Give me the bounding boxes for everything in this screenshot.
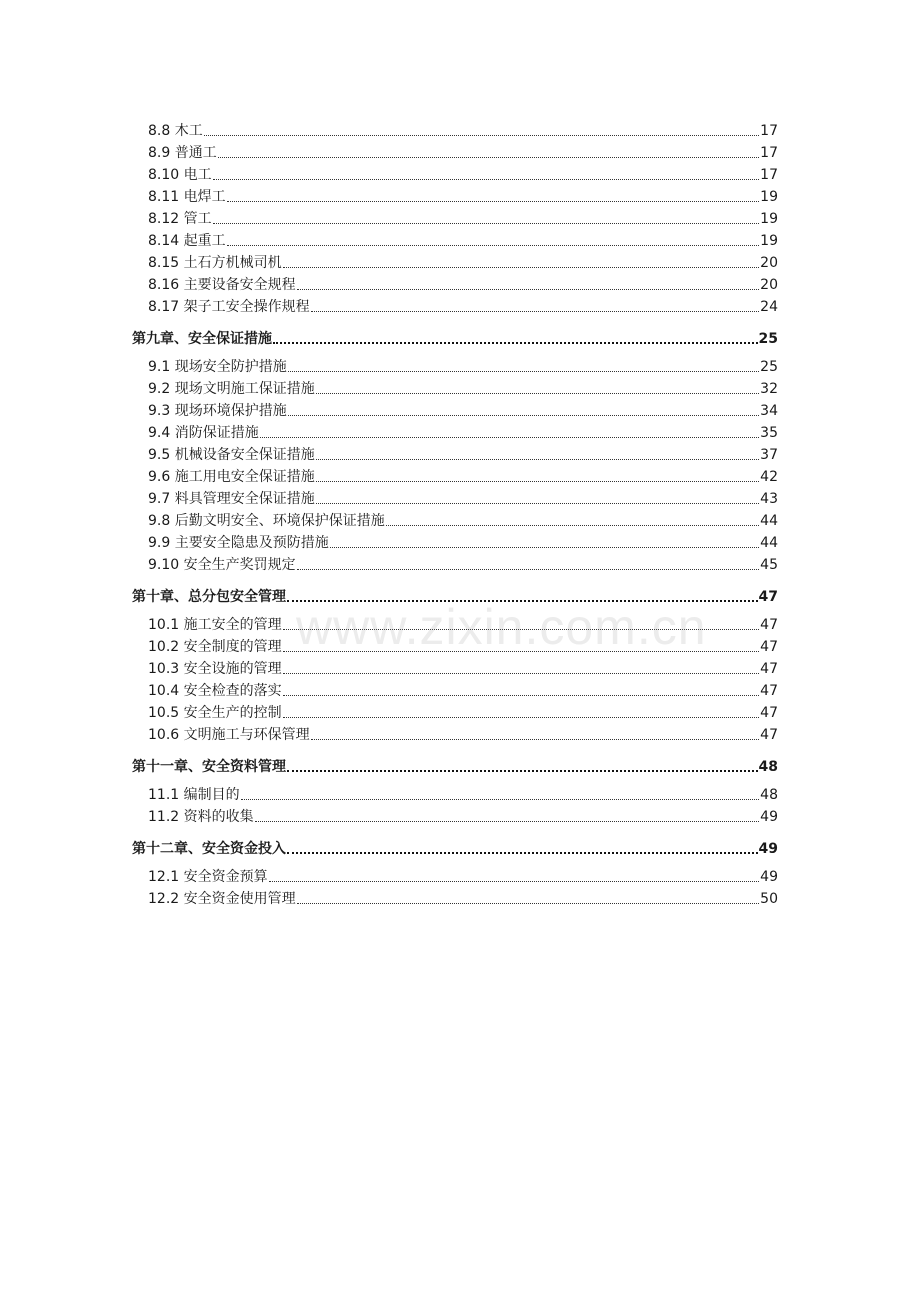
dot-leader (283, 629, 760, 630)
toc-entry-title: 11.1 编制目的 (148, 787, 240, 803)
toc-entry-title: 12.2 安全资金使用管理 (148, 891, 296, 907)
toc-entry[interactable] (132, 678, 778, 700)
toc-entry-title: 8.10 电工 (148, 167, 212, 183)
toc-entry-title: 8.8 木工 (148, 123, 203, 139)
dot-leader (287, 852, 758, 854)
toc-page-number: 47 (760, 617, 778, 633)
dot-leader (288, 371, 759, 372)
watermark: www.zixin.com.cn (296, 599, 707, 655)
toc-page-number: 49 (760, 869, 778, 885)
toc-entry[interactable] (132, 656, 778, 678)
dot-leader (227, 201, 760, 202)
table-of-contents (132, 118, 778, 908)
toc-page-number: 35 (760, 425, 778, 441)
dot-leader (311, 311, 760, 312)
toc-entry-title: 第十一章、安全资料管理 (132, 759, 286, 775)
toc-entry[interactable] (132, 804, 778, 826)
toc-page-number: 50 (760, 891, 778, 907)
toc-entry[interactable] (132, 228, 778, 250)
toc-entry[interactable] (132, 420, 778, 442)
toc-entry[interactable] (132, 184, 778, 206)
dot-leader (269, 881, 760, 882)
toc-entry-title: 12.1 安全资金预算 (148, 869, 268, 885)
toc-entry-title: 8.17 架子工安全操作规程 (148, 299, 310, 315)
toc-entry[interactable] (132, 508, 778, 530)
toc-page-number: 17 (760, 123, 778, 139)
dot-leader (311, 739, 760, 740)
toc-entry[interactable] (132, 354, 778, 376)
toc-page-number: 19 (760, 211, 778, 227)
toc-page-number: 47 (760, 683, 778, 699)
toc-entry[interactable] (132, 634, 778, 656)
toc-entry-title: 10.4 安全检查的落实 (148, 683, 282, 699)
dot-leader (386, 525, 759, 526)
toc-page-number: 45 (760, 557, 778, 573)
toc-entry[interactable] (132, 552, 778, 574)
toc-entry-title: 8.14 起重工 (148, 233, 226, 249)
dot-leader (283, 267, 760, 268)
toc-entry[interactable] (132, 864, 778, 886)
toc-page-number: 47 (760, 705, 778, 721)
toc-entry-title: 第九章、安全保证措施 (132, 331, 272, 347)
toc-page-number: 19 (760, 233, 778, 249)
toc-entry-title: 9.8 后勤文明安全、环境保护保证措施 (148, 513, 385, 529)
toc-entry[interactable] (132, 206, 778, 228)
toc-entry[interactable] (132, 464, 778, 486)
toc-page-number: 47 (758, 589, 778, 605)
toc-entry-title: 9.5 机械设备安全保证措施 (148, 447, 315, 463)
dot-leader (213, 223, 760, 224)
dot-leader (227, 245, 760, 246)
toc-entry-title: 第十章、总分包安全管理 (132, 589, 286, 605)
toc-page-number: 20 (760, 255, 778, 271)
toc-entry-title: 9.3 现场环境保护措施 (148, 403, 287, 419)
toc-entry-title: 9.6 施工用电安全保证措施 (148, 469, 315, 485)
toc-entry-title: 8.9 普通工 (148, 145, 217, 161)
toc-entry-title: 10.5 安全生产的控制 (148, 705, 282, 721)
toc-chapter-entry[interactable] (132, 318, 778, 348)
dot-leader (204, 135, 759, 136)
toc-entry[interactable] (132, 294, 778, 316)
toc-entry-title: 9.10 安全生产奖罚规定 (148, 557, 296, 573)
dot-leader (241, 799, 760, 800)
toc-page-number: 25 (758, 331, 778, 347)
toc-page-number: 17 (760, 145, 778, 161)
dot-leader (287, 600, 758, 602)
toc-entry-title: 9.4 消防保证措施 (148, 425, 259, 441)
toc-page-number: 49 (760, 809, 778, 825)
toc-entry-title: 8.12 管工 (148, 211, 212, 227)
dot-leader (297, 903, 760, 904)
toc-entry-title: 9.7 料具管理安全保证措施 (148, 491, 315, 507)
dot-leader (283, 695, 760, 696)
dot-leader (297, 569, 760, 570)
toc-entry[interactable] (132, 376, 778, 398)
toc-entry[interactable] (132, 442, 778, 464)
toc-entry[interactable] (132, 612, 778, 634)
toc-entry[interactable] (132, 530, 778, 552)
dot-leader (316, 393, 759, 394)
toc-page-number: 43 (760, 491, 778, 507)
dot-leader (260, 437, 759, 438)
toc-page-number: 32 (760, 381, 778, 397)
toc-page-number: 48 (758, 759, 778, 775)
dot-leader (316, 503, 759, 504)
toc-entry[interactable] (132, 118, 778, 140)
toc-chapter-entry[interactable] (132, 746, 778, 776)
toc-entry[interactable] (132, 886, 778, 908)
dot-leader (287, 770, 758, 772)
toc-page-number: 17 (760, 167, 778, 183)
toc-entry-title: 10.6 文明施工与环保管理 (148, 727, 310, 743)
dot-leader (288, 415, 759, 416)
toc-entry[interactable] (132, 722, 778, 744)
toc-page-number: 24 (760, 299, 778, 315)
toc-entry[interactable] (132, 398, 778, 420)
toc-entry-title: 11.2 资料的收集 (148, 809, 254, 825)
toc-page-number: 49 (758, 841, 778, 857)
toc-entry-title: 第十二章、安全资金投入 (132, 841, 286, 857)
toc-page-number: 42 (760, 469, 778, 485)
dot-leader (330, 547, 759, 548)
dot-leader (297, 289, 760, 290)
toc-entry-title: 8.11 电焊工 (148, 189, 226, 205)
dot-leader (255, 821, 760, 822)
dot-leader (213, 179, 760, 180)
toc-entry-title: 8.16 主要设备安全规程 (148, 277, 296, 293)
dot-leader (283, 717, 760, 718)
toc-entry[interactable] (132, 140, 778, 162)
toc-entry-title: 10.1 施工安全的管理 (148, 617, 282, 633)
toc-entry-title: 8.15 土石方机械司机 (148, 255, 282, 271)
toc-entry-title: 10.3 安全设施的管理 (148, 661, 282, 677)
toc-page-number: 47 (760, 727, 778, 743)
toc-entry[interactable] (132, 162, 778, 184)
dot-leader (316, 459, 759, 460)
toc-chapter-entry[interactable] (132, 576, 778, 606)
toc-page-number: 47 (760, 639, 778, 655)
toc-entry-title: 9.2 现场文明施工保证措施 (148, 381, 315, 397)
toc-page-number: 20 (760, 277, 778, 293)
toc-entry[interactable] (132, 486, 778, 508)
toc-page-number: 34 (760, 403, 778, 419)
dot-leader (283, 673, 760, 674)
toc-entry[interactable] (132, 272, 778, 294)
toc-page-number: 47 (760, 661, 778, 677)
toc-page-number: 48 (760, 787, 778, 803)
toc-chapter-entry[interactable] (132, 828, 778, 858)
toc-page-number: 44 (760, 535, 778, 551)
toc-entry[interactable] (132, 250, 778, 272)
toc-page-number: 37 (760, 447, 778, 463)
toc-entry-title: 10.2 安全制度的管理 (148, 639, 282, 655)
toc-entry-title: 9.1 现场安全防护措施 (148, 359, 287, 375)
dot-leader (316, 481, 759, 482)
dot-leader (273, 342, 758, 344)
toc-page-number: 25 (760, 359, 778, 375)
toc-page-number: 19 (760, 189, 778, 205)
toc-entry[interactable] (132, 782, 778, 804)
toc-page-number: 44 (760, 513, 778, 529)
toc-entry-title: 9.9 主要安全隐患及预防措施 (148, 535, 329, 551)
toc-entry[interactable] (132, 700, 778, 722)
dot-leader (283, 651, 760, 652)
dot-leader (218, 157, 759, 158)
